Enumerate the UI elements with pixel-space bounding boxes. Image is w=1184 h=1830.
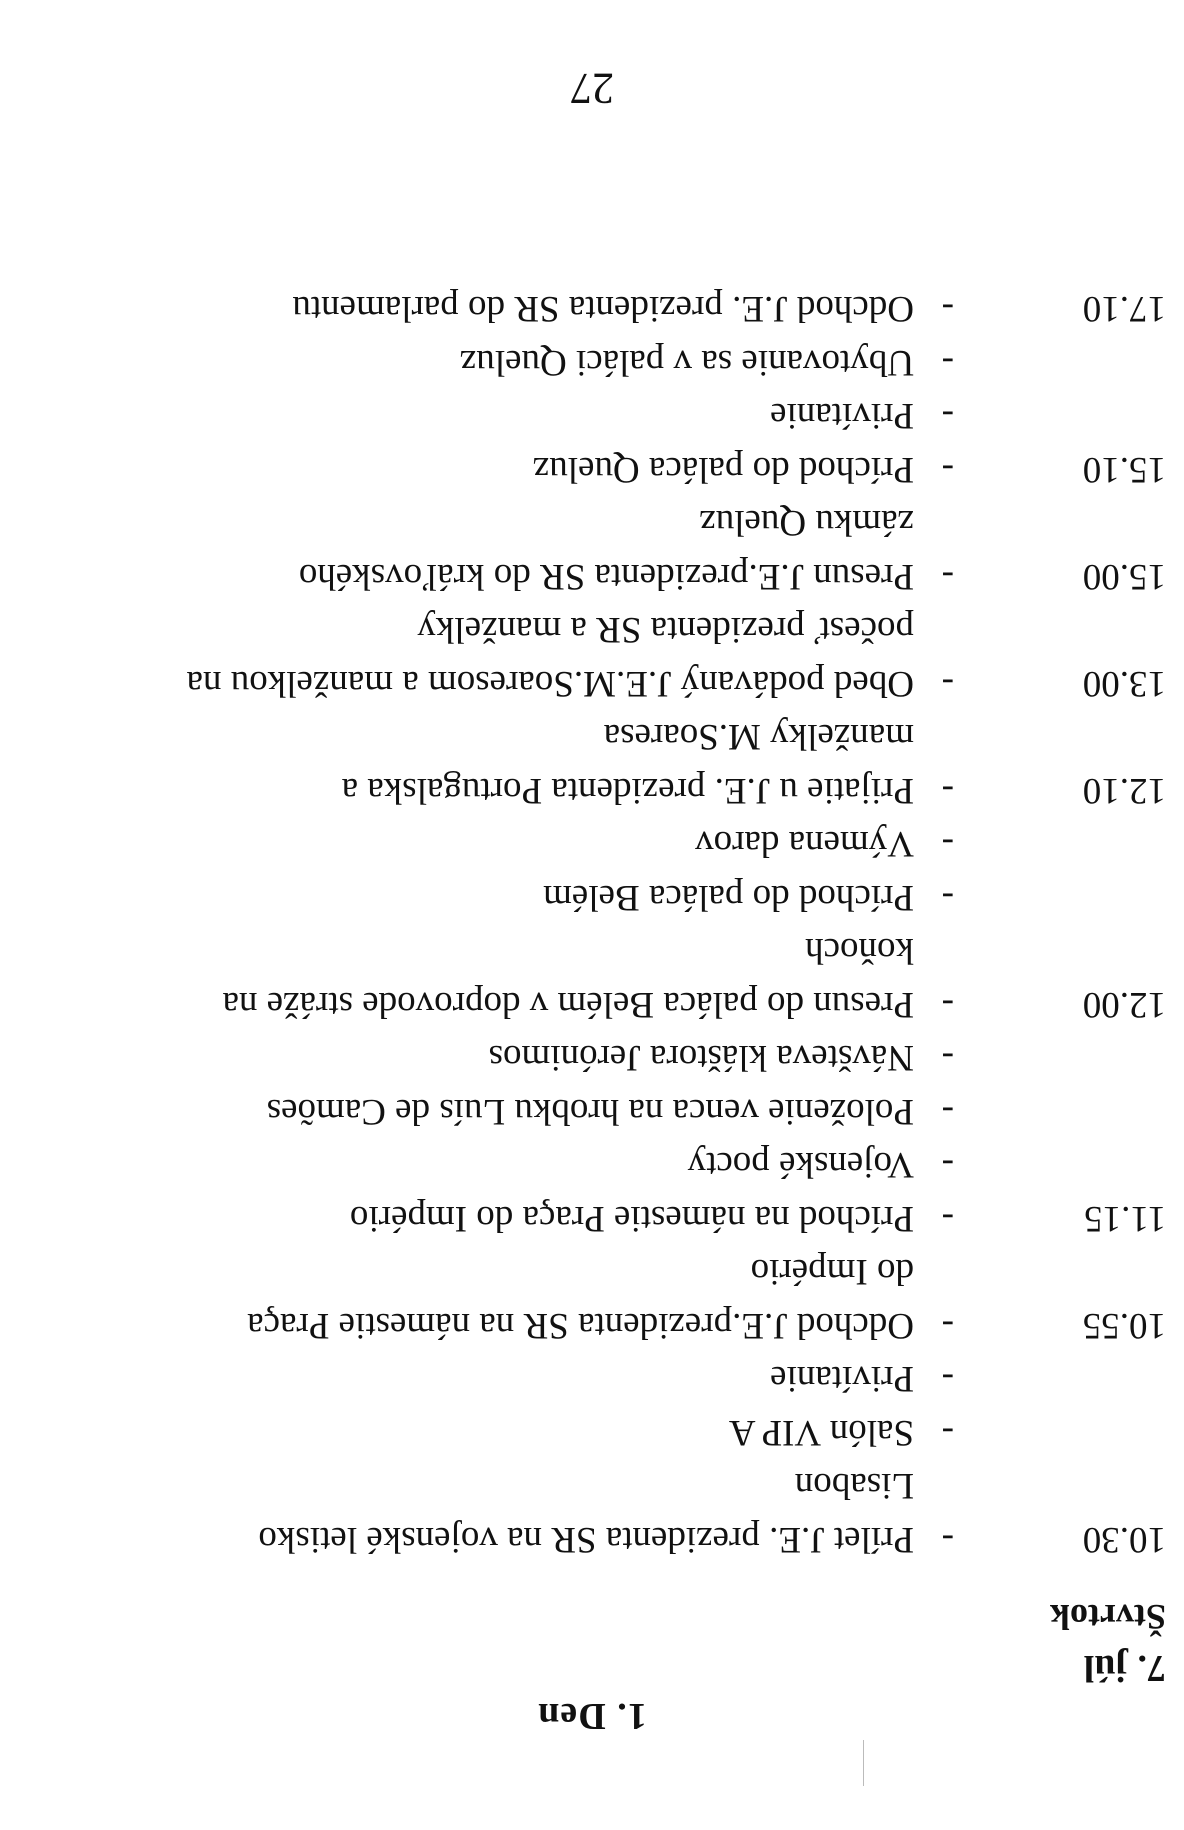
schedule-text: koňoch bbox=[805, 930, 914, 972]
schedule-time: 10.30 bbox=[1082, 1519, 1166, 1560]
schedule-text: počesť prezidenta SR a manželky bbox=[417, 609, 914, 651]
schedule-list bbox=[26, 282, 1166, 1566]
schedule-text: Presun do paláca Belém v doprovode stráže na bbox=[222, 984, 914, 1025]
schedule-text: Prijatie u J.E. prezidenta Portugalska a bbox=[341, 770, 914, 811]
bullet-dash: - bbox=[941, 556, 954, 597]
schedule-text: Salón VIP A bbox=[728, 1412, 914, 1453]
bullet-dash: - bbox=[941, 1519, 954, 1560]
schedule-row bbox=[26, 1299, 1166, 1353]
schedule-text: Odchod J.E.prezidenta SR na námestie Praça bbox=[247, 1305, 914, 1346]
bullet-dash: - bbox=[941, 1198, 954, 1239]
schedule-text: Ubytovanie sa v paláci Queluz bbox=[459, 342, 914, 383]
schedule-time: 17.10 bbox=[1082, 288, 1166, 330]
bullet-dash: - bbox=[941, 663, 954, 704]
schedule-text: Výmena darov bbox=[695, 823, 914, 865]
bullet-dash: - bbox=[941, 1305, 954, 1346]
schedule-time: 11.15 bbox=[1084, 1198, 1166, 1239]
schedule-row bbox=[26, 1192, 1166, 1246]
schedule-row bbox=[26, 550, 1166, 604]
schedule-row bbox=[26, 978, 1166, 1032]
schedule-row bbox=[26, 603, 1166, 657]
schedule-text: zámku Queluz bbox=[699, 502, 914, 544]
schedule-row bbox=[26, 924, 1166, 978]
bullet-dash: - bbox=[941, 342, 954, 383]
bullet-dash: - bbox=[941, 877, 954, 918]
schedule-text: Návšteva kláštora Jerónimos bbox=[488, 1037, 914, 1079]
schedule-row bbox=[26, 1352, 1166, 1406]
schedule-row bbox=[26, 1245, 1166, 1299]
schedule-row bbox=[26, 1138, 1166, 1192]
schedule-time: 12.10 bbox=[1082, 770, 1166, 811]
schedule-row bbox=[26, 443, 1166, 497]
schedule-row bbox=[26, 496, 1166, 550]
schedule-text: do Império bbox=[750, 1251, 914, 1293]
schedule-text: manželky M.Soaresa bbox=[603, 716, 914, 758]
schedule-text: Príchod na námestie Praça do Império bbox=[349, 1198, 914, 1239]
bullet-dash: - bbox=[941, 1358, 954, 1400]
bullet-dash: - bbox=[941, 449, 954, 490]
schedule-row bbox=[26, 336, 1166, 390]
schedule-text: Lisabon bbox=[794, 1465, 914, 1507]
schedule-row bbox=[26, 817, 1166, 871]
schedule-text: Príchod do paláca Belém bbox=[543, 877, 914, 918]
schedule-row bbox=[26, 764, 1166, 818]
bullet-dash: - bbox=[941, 1091, 954, 1132]
schedule-row bbox=[26, 657, 1166, 711]
bullet-dash: - bbox=[941, 288, 954, 330]
schedule-row bbox=[26, 282, 1166, 336]
schedule-time: 12.00 bbox=[1082, 984, 1166, 1025]
bullet-dash: - bbox=[941, 984, 954, 1025]
schedule-text: Prílet J.E. prezidenta SR na vojenské letisko bbox=[258, 1519, 914, 1560]
schedule-text: Príchod do paláca Queluz bbox=[532, 449, 914, 490]
schedule-time: 10.55 bbox=[1082, 1305, 1166, 1346]
schedule-row bbox=[26, 871, 1166, 925]
bullet-dash: - bbox=[941, 1144, 954, 1186]
schedule-time: 15.00 bbox=[1082, 556, 1166, 597]
schedule-text: Obed podávaný J.E.M.Soaresom a manželkou na bbox=[186, 663, 914, 704]
schedule-row bbox=[26, 710, 1166, 764]
bullet-dash: - bbox=[941, 770, 954, 811]
weekday-heading: Štvrtok bbox=[1050, 1597, 1166, 1637]
bullet-dash: - bbox=[941, 395, 954, 437]
schedule-text: Vojenské pocty bbox=[687, 1144, 914, 1186]
schedule-time: 15.10 bbox=[1082, 449, 1166, 490]
day-title: 1. Den bbox=[537, 1695, 647, 1737]
date-heading: 7. júl bbox=[1083, 1647, 1166, 1689]
schedule-text: Položenie venca na hrobku Luís de Camões bbox=[266, 1091, 914, 1132]
schedule-text: Odchod J.E. prezidenta SR do parlamentu bbox=[292, 288, 914, 330]
schedule-row bbox=[26, 1031, 1166, 1085]
schedule-text: Privítanie bbox=[770, 395, 914, 437]
schedule-row bbox=[26, 1513, 1166, 1567]
page-number: 27 bbox=[570, 64, 614, 113]
bullet-dash: - bbox=[941, 823, 954, 865]
schedule-text: Presun J.E.prezidenta SR do kráľovského bbox=[298, 556, 914, 597]
schedule-time: 13.00 bbox=[1082, 663, 1166, 704]
schedule-row bbox=[26, 1459, 1166, 1513]
schedule-text: Privítanie bbox=[770, 1358, 914, 1400]
bullet-dash: - bbox=[941, 1037, 954, 1079]
bullet-dash: - bbox=[941, 1412, 954, 1453]
schedule-row bbox=[26, 389, 1166, 443]
schedule-row bbox=[26, 1406, 1166, 1460]
schedule-row bbox=[26, 1085, 1166, 1139]
scan-artifact bbox=[863, 1740, 864, 1786]
